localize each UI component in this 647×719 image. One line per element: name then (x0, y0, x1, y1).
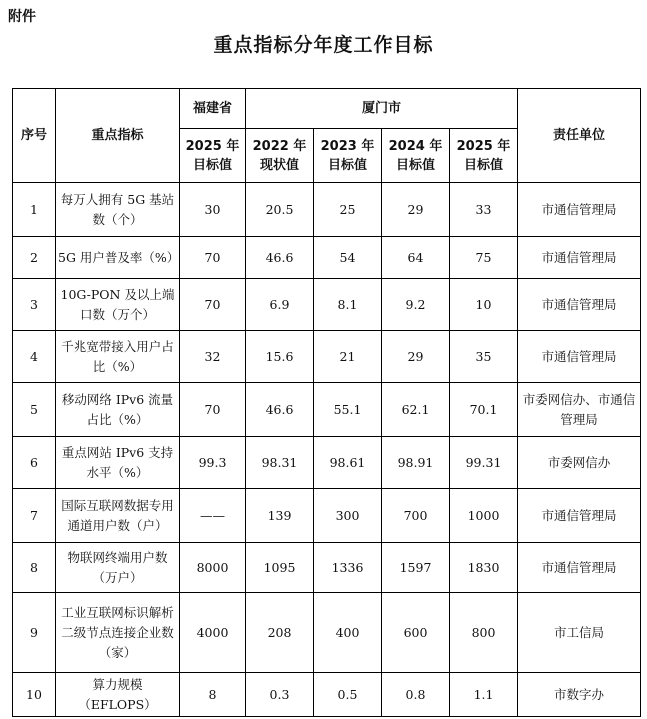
cell-fujian-2025: 4000 (180, 593, 246, 673)
cell-seq: 3 (13, 279, 56, 331)
header-indicator: 重点指标 (56, 89, 180, 183)
header-fujian: 福建省 (180, 89, 246, 129)
cell-fujian-2025: 70 (180, 279, 246, 331)
cell-seq: 5 (13, 383, 56, 437)
header-xiamen-2025-target: 2025 年目标值 (450, 129, 518, 183)
cell-seq: 9 (13, 593, 56, 673)
header-seq: 序号 (13, 89, 56, 183)
table-row (13, 279, 641, 331)
cell-unit: 市通信管理局 (518, 331, 641, 383)
header-responsible-unit: 责任单位 (518, 89, 641, 183)
cell-seq: 6 (13, 437, 56, 489)
header-xiamen-2024-target: 2024 年目标值 (382, 129, 450, 183)
cell-xiamen-2025: 10 (450, 279, 518, 331)
cell-indicator: 物联网终端用户数（万户） (56, 543, 180, 593)
cell-seq: 4 (13, 331, 56, 383)
cell-xiamen-2022: 208 (246, 593, 314, 673)
cell-indicator: 国际互联网数据专用通道用户数（户） (56, 489, 180, 543)
header-xiamen-2023-target: 2023 年目标值 (314, 129, 382, 183)
cell-xiamen-2025: 1.1 (450, 673, 518, 717)
cell-xiamen-2023: 54 (314, 237, 382, 279)
cell-xiamen-2022: 20.5 (246, 183, 314, 237)
table-row (13, 673, 641, 717)
cell-indicator: 每万人拥有 5G 基站数（个） (56, 183, 180, 237)
table-row (13, 489, 641, 543)
cell-xiamen-2022: 46.6 (246, 237, 314, 279)
cell-seq: 2 (13, 237, 56, 279)
cell-unit: 市通信管理局 (518, 237, 641, 279)
cell-xiamen-2023: 0.5 (314, 673, 382, 717)
cell-xiamen-2025: 99.31 (450, 437, 518, 489)
cell-fujian-2025: 70 (180, 237, 246, 279)
cell-fujian-2025: 32 (180, 331, 246, 383)
table-row (13, 331, 641, 383)
cell-xiamen-2024: 62.1 (382, 383, 450, 437)
cell-unit: 市委网信办 (518, 437, 641, 489)
cell-indicator: 千兆宽带接入用户占比（%） (56, 331, 180, 383)
cell-xiamen-2025: 70.1 (450, 383, 518, 437)
cell-seq: 8 (13, 543, 56, 593)
cell-fujian-2025: 8000 (180, 543, 246, 593)
cell-xiamen-2025: 33 (450, 183, 518, 237)
cell-indicator: 移动网络 IPv6 流量占比（%） (56, 383, 180, 437)
cell-xiamen-2022: 0.3 (246, 673, 314, 717)
cell-xiamen-2024: 29 (382, 331, 450, 383)
cell-xiamen-2022: 46.6 (246, 383, 314, 437)
cell-xiamen-2022: 139 (246, 489, 314, 543)
cell-indicator: 重点网站 IPv6 支持水平（%） (56, 437, 180, 489)
cell-xiamen-2024: 64 (382, 237, 450, 279)
cell-seq: 10 (13, 673, 56, 717)
cell-unit: 市通信管理局 (518, 183, 641, 237)
cell-xiamen-2023: 55.1 (314, 383, 382, 437)
cell-xiamen-2024: 98.91 (382, 437, 450, 489)
cell-xiamen-2024: 9.2 (382, 279, 450, 331)
cell-xiamen-2023: 300 (314, 489, 382, 543)
cell-unit: 市通信管理局 (518, 279, 641, 331)
cell-xiamen-2024: 29 (382, 183, 450, 237)
header-fujian-2025-target: 2025 年目标值 (180, 129, 246, 183)
table-row (13, 543, 641, 593)
cell-unit: 市委网信办、市通信管理局 (518, 383, 641, 437)
cell-seq: 1 (13, 183, 56, 237)
attachment-label: 附件 (8, 9, 36, 25)
header-xiamen-2022-status: 2022 年现状值 (246, 129, 314, 183)
cell-fujian-2025: —— (180, 489, 246, 543)
table-row (13, 237, 641, 279)
cell-seq: 7 (13, 489, 56, 543)
cell-xiamen-2024: 1597 (382, 543, 450, 593)
cell-fujian-2025: 70 (180, 383, 246, 437)
cell-xiamen-2024: 0.8 (382, 673, 450, 717)
cell-indicator: 工业互联网标识解析二级节点连接企业数（家） (56, 593, 180, 673)
cell-xiamen-2025: 1830 (450, 543, 518, 593)
cell-xiamen-2022: 15.6 (246, 331, 314, 383)
cell-xiamen-2023: 25 (314, 183, 382, 237)
table-row (13, 437, 641, 489)
cell-indicator: 算力规模（EFLOPS） (56, 673, 180, 717)
cell-unit: 市通信管理局 (518, 489, 641, 543)
cell-indicator: 10G-PON 及以上端口数（万个） (56, 279, 180, 331)
cell-xiamen-2024: 700 (382, 489, 450, 543)
cell-fujian-2025: 30 (180, 183, 246, 237)
cell-unit: 市工信局 (518, 593, 641, 673)
cell-xiamen-2023: 400 (314, 593, 382, 673)
cell-fujian-2025: 8 (180, 673, 246, 717)
table-row (13, 183, 641, 237)
cell-xiamen-2025: 35 (450, 331, 518, 383)
header-xiamen: 厦门市 (246, 89, 518, 129)
cell-xiamen-2022: 6.9 (246, 279, 314, 331)
page-title: 重点指标分年度工作目标 (213, 34, 434, 56)
cell-unit: 市数字办 (518, 673, 641, 717)
cell-xiamen-2025: 800 (450, 593, 518, 673)
cell-xiamen-2024: 600 (382, 593, 450, 673)
cell-xiamen-2023: 8.1 (314, 279, 382, 331)
targets-table (12, 88, 641, 717)
cell-xiamen-2023: 21 (314, 331, 382, 383)
cell-xiamen-2023: 1336 (314, 543, 382, 593)
cell-xiamen-2025: 75 (450, 237, 518, 279)
cell-unit: 市通信管理局 (518, 543, 641, 593)
cell-xiamen-2025: 1000 (450, 489, 518, 543)
table-row (13, 593, 641, 673)
cell-xiamen-2022: 1095 (246, 543, 314, 593)
cell-xiamen-2023: 98.61 (314, 437, 382, 489)
cell-indicator: 5G 用户普及率（%） (56, 237, 180, 279)
cell-fujian-2025: 99.3 (180, 437, 246, 489)
cell-xiamen-2022: 98.31 (246, 437, 314, 489)
table-row (13, 383, 641, 437)
